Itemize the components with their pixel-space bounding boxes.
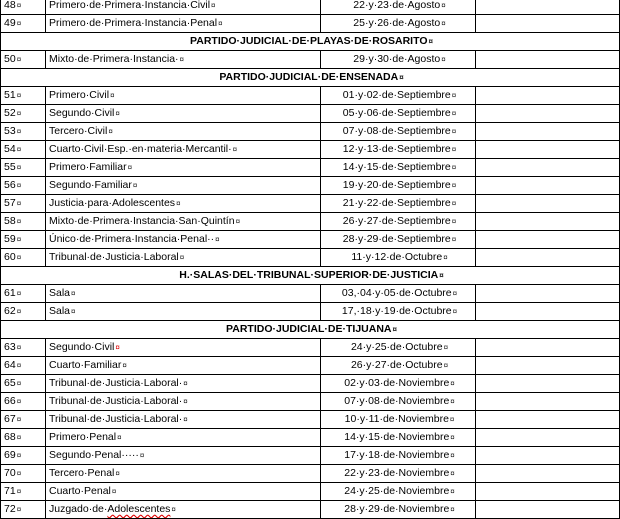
paragraph-mark: ¤ [16, 91, 22, 100]
observations-cell [476, 483, 620, 501]
court-name-text: Tercero·Civil [49, 125, 108, 137]
court-name [46, 195, 321, 213]
paragraph-mark: ¤ [450, 487, 455, 496]
row-number [1, 429, 46, 447]
row-number [1, 177, 46, 195]
court-name-text [49, 503, 170, 515]
paragraph-mark: ¤ [117, 433, 122, 442]
paragraph-mark: ¤ [111, 487, 117, 496]
paragraph-mark: ¤ [441, 19, 446, 28]
paragraph-mark: ¤ [428, 37, 433, 46]
observations-cell [476, 501, 620, 519]
paragraph-mark: ¤ [450, 469, 455, 478]
paragraph-mark: ¤ [16, 469, 22, 478]
table-row [1, 87, 620, 105]
court-name [46, 141, 321, 159]
paragraph-mark: ¤ [451, 181, 457, 190]
court-name-text: Tribunal·de·Justicia·Laboral· [49, 395, 183, 407]
paragraph-mark: ¤ [183, 379, 188, 388]
observations-cell [476, 105, 620, 123]
row-number-text: 62 [4, 305, 16, 317]
row-number [1, 231, 46, 249]
row-number-text: 53 [4, 125, 16, 137]
section-header [1, 33, 620, 51]
row-number [1, 141, 46, 159]
hearing-date [321, 87, 476, 105]
hearing-date [321, 483, 476, 501]
row-number-text: 67 [4, 413, 16, 425]
table-row [1, 303, 620, 321]
hearing-date-text: 11·y·12·de·Octubre [351, 251, 443, 263]
hearing-date [321, 411, 476, 429]
row-number-text: 50 [4, 53, 16, 65]
paragraph-mark: ¤ [439, 271, 444, 280]
row-number [1, 339, 46, 357]
court-name-text: Tribunal·de·Justicia·Laboral· [49, 413, 183, 425]
hearing-date [321, 501, 476, 519]
row-number-text: 64 [4, 359, 16, 371]
table-row [1, 105, 620, 123]
section-header-text: PARTIDO·JUDICIAL·DE·TIJUANA [226, 323, 392, 335]
hearing-date-text: 03,·04·y·05·de·Octubre [341, 287, 452, 299]
paragraph-mark: ¤ [108, 127, 113, 136]
hearing-date-text: 22·y·23·de·Agosto [353, 0, 441, 11]
row-number-text: 57 [4, 197, 16, 209]
row-number-text: 71 [4, 485, 16, 497]
hearing-date [321, 285, 476, 303]
observations-cell [476, 213, 620, 231]
paragraph-mark: ¤ [179, 55, 184, 64]
hearing-date [321, 249, 476, 267]
paragraph-mark: ¤ [211, 1, 216, 10]
court-name [46, 159, 321, 177]
hearing-date-text: 02·y·03·de·Noviembre [344, 377, 450, 389]
hearing-date [321, 357, 476, 375]
table-row [1, 447, 620, 465]
table-row [1, 123, 620, 141]
hearing-date-text: 28·y·29·de·Septiembre [342, 233, 451, 245]
observations-cell [476, 429, 620, 447]
paragraph-mark: ¤ [179, 253, 185, 262]
court-name [46, 105, 321, 123]
court-name [46, 87, 321, 105]
paragraph-mark: ¤ [16, 379, 22, 388]
hearing-date-text: 10·y·11·de·Noviembre [344, 413, 449, 425]
paragraph-mark: ¤ [16, 163, 22, 172]
paragraph-mark: ¤ [16, 505, 22, 514]
row-number [1, 357, 46, 375]
table-row [1, 465, 620, 483]
row-number-text: 61 [4, 287, 16, 299]
paragraph-mark: ¤ [16, 397, 22, 406]
table-row [1, 483, 620, 501]
hearing-date [321, 339, 476, 357]
section-header-row [1, 321, 620, 339]
paragraph-mark: ¤ [16, 235, 22, 244]
paragraph-mark: ¤ [451, 199, 457, 208]
section-header [1, 321, 620, 339]
hearing-date-text: 19·y·20·de·Septiembre [342, 179, 451, 191]
paragraph-mark: ¤ [215, 235, 220, 244]
observations-cell [476, 249, 620, 267]
paragraph-mark: ¤ [16, 433, 22, 442]
hearing-date [321, 123, 476, 141]
hearing-date [321, 375, 476, 393]
table-row [1, 15, 620, 33]
hearing-date [321, 429, 476, 447]
row-number-text: 72 [4, 503, 16, 515]
observations-cell [476, 141, 620, 159]
observations-cell [476, 123, 620, 141]
observations-cell [476, 159, 620, 177]
table-row [1, 177, 620, 195]
court-name-text: Sala [49, 287, 71, 299]
paragraph-mark: ¤ [115, 469, 120, 478]
observations-cell [476, 0, 620, 15]
paragraph-mark: ¤ [115, 343, 120, 352]
paragraph-mark: ¤ [450, 451, 455, 460]
court-name-text: Primero·Civil [49, 89, 110, 101]
hearing-date-text: 17,·18·y·19·de·Octubre [341, 305, 452, 317]
paragraph-mark: ¤ [110, 91, 115, 100]
paragraph-mark: ¤ [16, 19, 22, 28]
section-header-text: PARTIDO·JUDICIAL·DE·ENSENADA [219, 71, 399, 83]
table-row [1, 375, 620, 393]
table-row [1, 195, 620, 213]
paragraph-mark: ¤ [16, 55, 22, 64]
court-name-text: Único·de·Primera·Instancia·Penal·· [49, 233, 215, 245]
court-name [46, 123, 321, 141]
paragraph-mark: ¤ [183, 415, 188, 424]
table-row [1, 393, 620, 411]
hearing-date [321, 51, 476, 69]
row-number-text: 54 [4, 143, 16, 155]
paragraph-mark: ¤ [235, 217, 241, 226]
table-row [1, 429, 620, 447]
paragraph-mark: ¤ [16, 307, 22, 316]
hearing-date [321, 195, 476, 213]
paragraph-mark: ¤ [392, 325, 397, 334]
observations-cell [476, 357, 620, 375]
paragraph-mark: ¤ [452, 289, 458, 298]
observations-cell [476, 375, 620, 393]
section-header-row [1, 267, 620, 285]
hearing-date-text: 01·y·02·de·Septiembre [342, 89, 451, 101]
row-number [1, 51, 46, 69]
court-name-text: Tribunal·de·Justicia·Laboral· [49, 377, 183, 389]
table-row [1, 213, 620, 231]
court-name [46, 501, 321, 519]
court-name [46, 51, 321, 69]
paragraph-mark: ¤ [132, 181, 138, 190]
hearing-date-text: 24·y·25·de·Octubre [350, 341, 443, 353]
paragraph-mark: ¤ [16, 199, 22, 208]
observations-cell [476, 285, 620, 303]
paragraph-mark: ¤ [443, 253, 448, 262]
court-name-text: Segundo·Penal····· [49, 449, 139, 461]
court-name-text: Cuarto·Penal [49, 485, 111, 497]
hearing-date [321, 393, 476, 411]
court-name [46, 231, 321, 249]
paragraph-mark: ¤ [176, 199, 181, 208]
paragraph-mark: ¤ [122, 361, 127, 370]
paragraph-mark: ¤ [16, 127, 22, 136]
paragraph-mark: ¤ [171, 505, 176, 514]
court-name-text: Mixto·de·Primera·Instancia·San·Quintín [49, 215, 235, 227]
court-name-prefix: Juzgado·de· [49, 503, 108, 515]
table-row [1, 501, 620, 519]
paragraph-mark: ¤ [451, 91, 457, 100]
row-number [1, 465, 46, 483]
row-number-text: 69 [4, 449, 16, 461]
paragraph-mark: ¤ [16, 1, 22, 10]
hearing-date-text: 29·y·30·de·Agosto [353, 53, 441, 65]
table-row [1, 159, 620, 177]
paragraph-mark: ¤ [16, 181, 22, 190]
row-number [1, 195, 46, 213]
court-name-text: Justicia·para·Adolescentes [49, 197, 176, 209]
section-header-row [1, 33, 620, 51]
paragraph-mark: ¤ [16, 487, 22, 496]
court-name [46, 213, 321, 231]
paragraph-mark: ¤ [450, 505, 455, 514]
hearing-date [321, 105, 476, 123]
court-name-text: Cuarto·Civil·Esp.·en·materia·Mercantil· [49, 143, 232, 155]
row-number [1, 393, 46, 411]
paragraph-mark: ¤ [16, 289, 22, 298]
paragraph-mark: ¤ [232, 145, 238, 154]
hearing-date-text: 07·y·08·de·Noviembre [344, 395, 450, 407]
row-number [1, 159, 46, 177]
court-name-text: Sala [49, 305, 71, 317]
paragraph-mark: ¤ [451, 163, 457, 172]
hearing-date-text: 21·y·22·de·Septiembre [342, 197, 451, 209]
hearing-date-text: 26·y·27·de·Septiembre [342, 215, 451, 227]
observations-cell [476, 51, 620, 69]
row-number-text: 68 [4, 431, 16, 443]
paragraph-mark: ¤ [71, 307, 76, 316]
paragraph-mark: ¤ [451, 235, 457, 244]
paragraph-mark: ¤ [16, 361, 22, 370]
paragraph-mark: ¤ [115, 109, 120, 118]
row-number-text: 52 [4, 107, 16, 119]
table-row [1, 411, 620, 429]
court-name [46, 447, 321, 465]
hearing-date [321, 15, 476, 33]
section-header-text: H.·SALAS·DEL·TRIBUNAL·SUPERIOR·DE·JUSTICIA [179, 269, 439, 281]
row-number-text: 63 [4, 341, 16, 353]
court-name [46, 0, 321, 15]
spelling-flag: Adolescentes [107, 503, 171, 515]
schedule-table-body [1, 0, 620, 519]
court-name [46, 465, 321, 483]
hearing-date-text: 17·y·18·de·Noviembre [344, 449, 450, 461]
row-number [1, 447, 46, 465]
paragraph-mark: ¤ [16, 109, 22, 118]
paragraph-mark: ¤ [139, 451, 145, 460]
row-number-text: 59 [4, 233, 16, 245]
court-name-text: Tribunal·de·Justicia·Laboral [49, 251, 179, 263]
court-name-text: Primero·de·Primera·Instancia·Penal [49, 17, 218, 29]
court-name [46, 339, 321, 357]
hearing-date-text: 14·y·15·de·Noviembre [344, 431, 450, 443]
paragraph-mark: ¤ [451, 217, 457, 226]
section-header [1, 267, 620, 285]
court-name-text: Segundo·Civil [49, 341, 115, 353]
row-number [1, 105, 46, 123]
observations-cell [476, 465, 620, 483]
row-number-text: 58 [4, 215, 16, 227]
table-row [1, 51, 620, 69]
paragraph-mark: ¤ [443, 361, 449, 370]
paragraph-mark: ¤ [218, 19, 223, 28]
court-name-text: Primero·de·Primera·Instancia·Civil [49, 0, 211, 11]
paragraph-mark: ¤ [450, 433, 455, 442]
table-row [1, 141, 620, 159]
table-row [1, 339, 620, 357]
hearing-date [321, 159, 476, 177]
hearing-date-text: 22·y·23·de·Noviembre [344, 467, 450, 479]
paragraph-mark: ¤ [450, 379, 455, 388]
row-number [1, 87, 46, 105]
paragraph-mark: ¤ [16, 451, 22, 460]
hearing-date-text: 14·y·15·de·Septiembre [342, 161, 451, 173]
court-name [46, 177, 321, 195]
hearing-date-text: 26·y·27·de·Octubre [350, 359, 443, 371]
paragraph-mark: ¤ [183, 397, 188, 406]
row-number [1, 213, 46, 231]
hearing-date [321, 0, 476, 15]
row-number-text: 60 [4, 251, 16, 263]
paragraph-mark: ¤ [443, 343, 449, 352]
hearing-date-text: 12·y·13·de·Septiembre [342, 143, 451, 155]
paragraph-mark: ¤ [16, 217, 22, 226]
court-name [46, 303, 321, 321]
observations-cell [476, 195, 620, 213]
paragraph-mark: ¤ [451, 109, 457, 118]
row-number-text: 49 [4, 17, 16, 29]
paragraph-mark: ¤ [399, 73, 404, 82]
table-row [1, 357, 620, 375]
row-number [1, 483, 46, 501]
observations-cell [476, 177, 620, 195]
paragraph-mark: ¤ [450, 397, 455, 406]
hearing-date-text: 28·y·29·de·Noviembre [344, 503, 450, 515]
row-number [1, 15, 46, 33]
row-number-text: 70 [4, 467, 16, 479]
court-name-text: Segundo·Familiar [49, 179, 132, 191]
row-number-text: 55 [4, 161, 16, 173]
hearing-date-text: 24·y·25·de·Noviembre [344, 485, 450, 497]
row-number [1, 501, 46, 519]
row-number [1, 303, 46, 321]
section-header [1, 69, 620, 87]
court-name [46, 249, 321, 267]
paragraph-mark: ¤ [16, 415, 22, 424]
hearing-date [321, 465, 476, 483]
row-number [1, 411, 46, 429]
court-name-text: Cuarto·Familiar [49, 359, 122, 371]
row-number-text: 65 [4, 377, 16, 389]
paragraph-mark: ¤ [441, 55, 446, 64]
court-name [46, 357, 321, 375]
paragraph-mark: ¤ [16, 253, 22, 262]
court-name-text: Primero·Familiar [49, 161, 127, 173]
hearing-date [321, 213, 476, 231]
row-number [1, 249, 46, 267]
table-row [1, 0, 620, 15]
court-name-text: Tercero·Penal [49, 467, 115, 479]
court-name [46, 483, 321, 501]
table-row [1, 249, 620, 267]
table-row [1, 285, 620, 303]
row-number-text: 56 [4, 179, 16, 191]
court-name-text: Segundo·Civil [49, 107, 115, 119]
court-name-text: Primero·Penal [49, 431, 117, 443]
section-header-text: PARTIDO·JUDICIAL·DE·PLAYAS·DE·ROSARITO [190, 35, 428, 47]
hearing-date [321, 177, 476, 195]
observations-cell [476, 447, 620, 465]
row-number-text: 66 [4, 395, 16, 407]
court-name [46, 375, 321, 393]
observations-cell [476, 339, 620, 357]
paragraph-mark: ¤ [449, 415, 455, 424]
court-name [46, 429, 321, 447]
paragraph-mark: ¤ [127, 163, 133, 172]
paragraph-mark: ¤ [451, 145, 457, 154]
hearing-date [321, 303, 476, 321]
row-number [1, 285, 46, 303]
hearing-date-text: 25·y·26·de·Agosto [353, 17, 441, 29]
hearing-date [321, 141, 476, 159]
observations-cell [476, 87, 620, 105]
row-number [1, 0, 46, 15]
table-row [1, 231, 620, 249]
paragraph-mark: ¤ [452, 307, 458, 316]
row-number [1, 375, 46, 393]
court-name [46, 393, 321, 411]
court-name-text: Mixto·de·Primera·Instancia· [49, 53, 179, 65]
row-number-text: 51 [4, 89, 16, 101]
court-name [46, 411, 321, 429]
observations-cell [476, 411, 620, 429]
paragraph-mark: ¤ [441, 1, 446, 10]
hearing-date-text: 05·y·06·de·Septiembre [342, 107, 451, 119]
row-number-text: 48 [4, 0, 16, 11]
court-name [46, 15, 321, 33]
paragraph-mark: ¤ [16, 343, 22, 352]
paragraph-mark: ¤ [71, 289, 76, 298]
observations-cell [476, 303, 620, 321]
row-number [1, 123, 46, 141]
hearing-date [321, 447, 476, 465]
court-name [46, 285, 321, 303]
hearing-date-text: 07·y·08·de·Septiembre [342, 125, 451, 137]
paragraph-mark: ¤ [451, 127, 457, 136]
hearing-date [321, 231, 476, 249]
paragraph-mark: ¤ [16, 145, 22, 154]
observations-cell [476, 15, 620, 33]
observations-cell [476, 393, 620, 411]
observations-cell [476, 231, 620, 249]
section-header-row [1, 69, 620, 87]
